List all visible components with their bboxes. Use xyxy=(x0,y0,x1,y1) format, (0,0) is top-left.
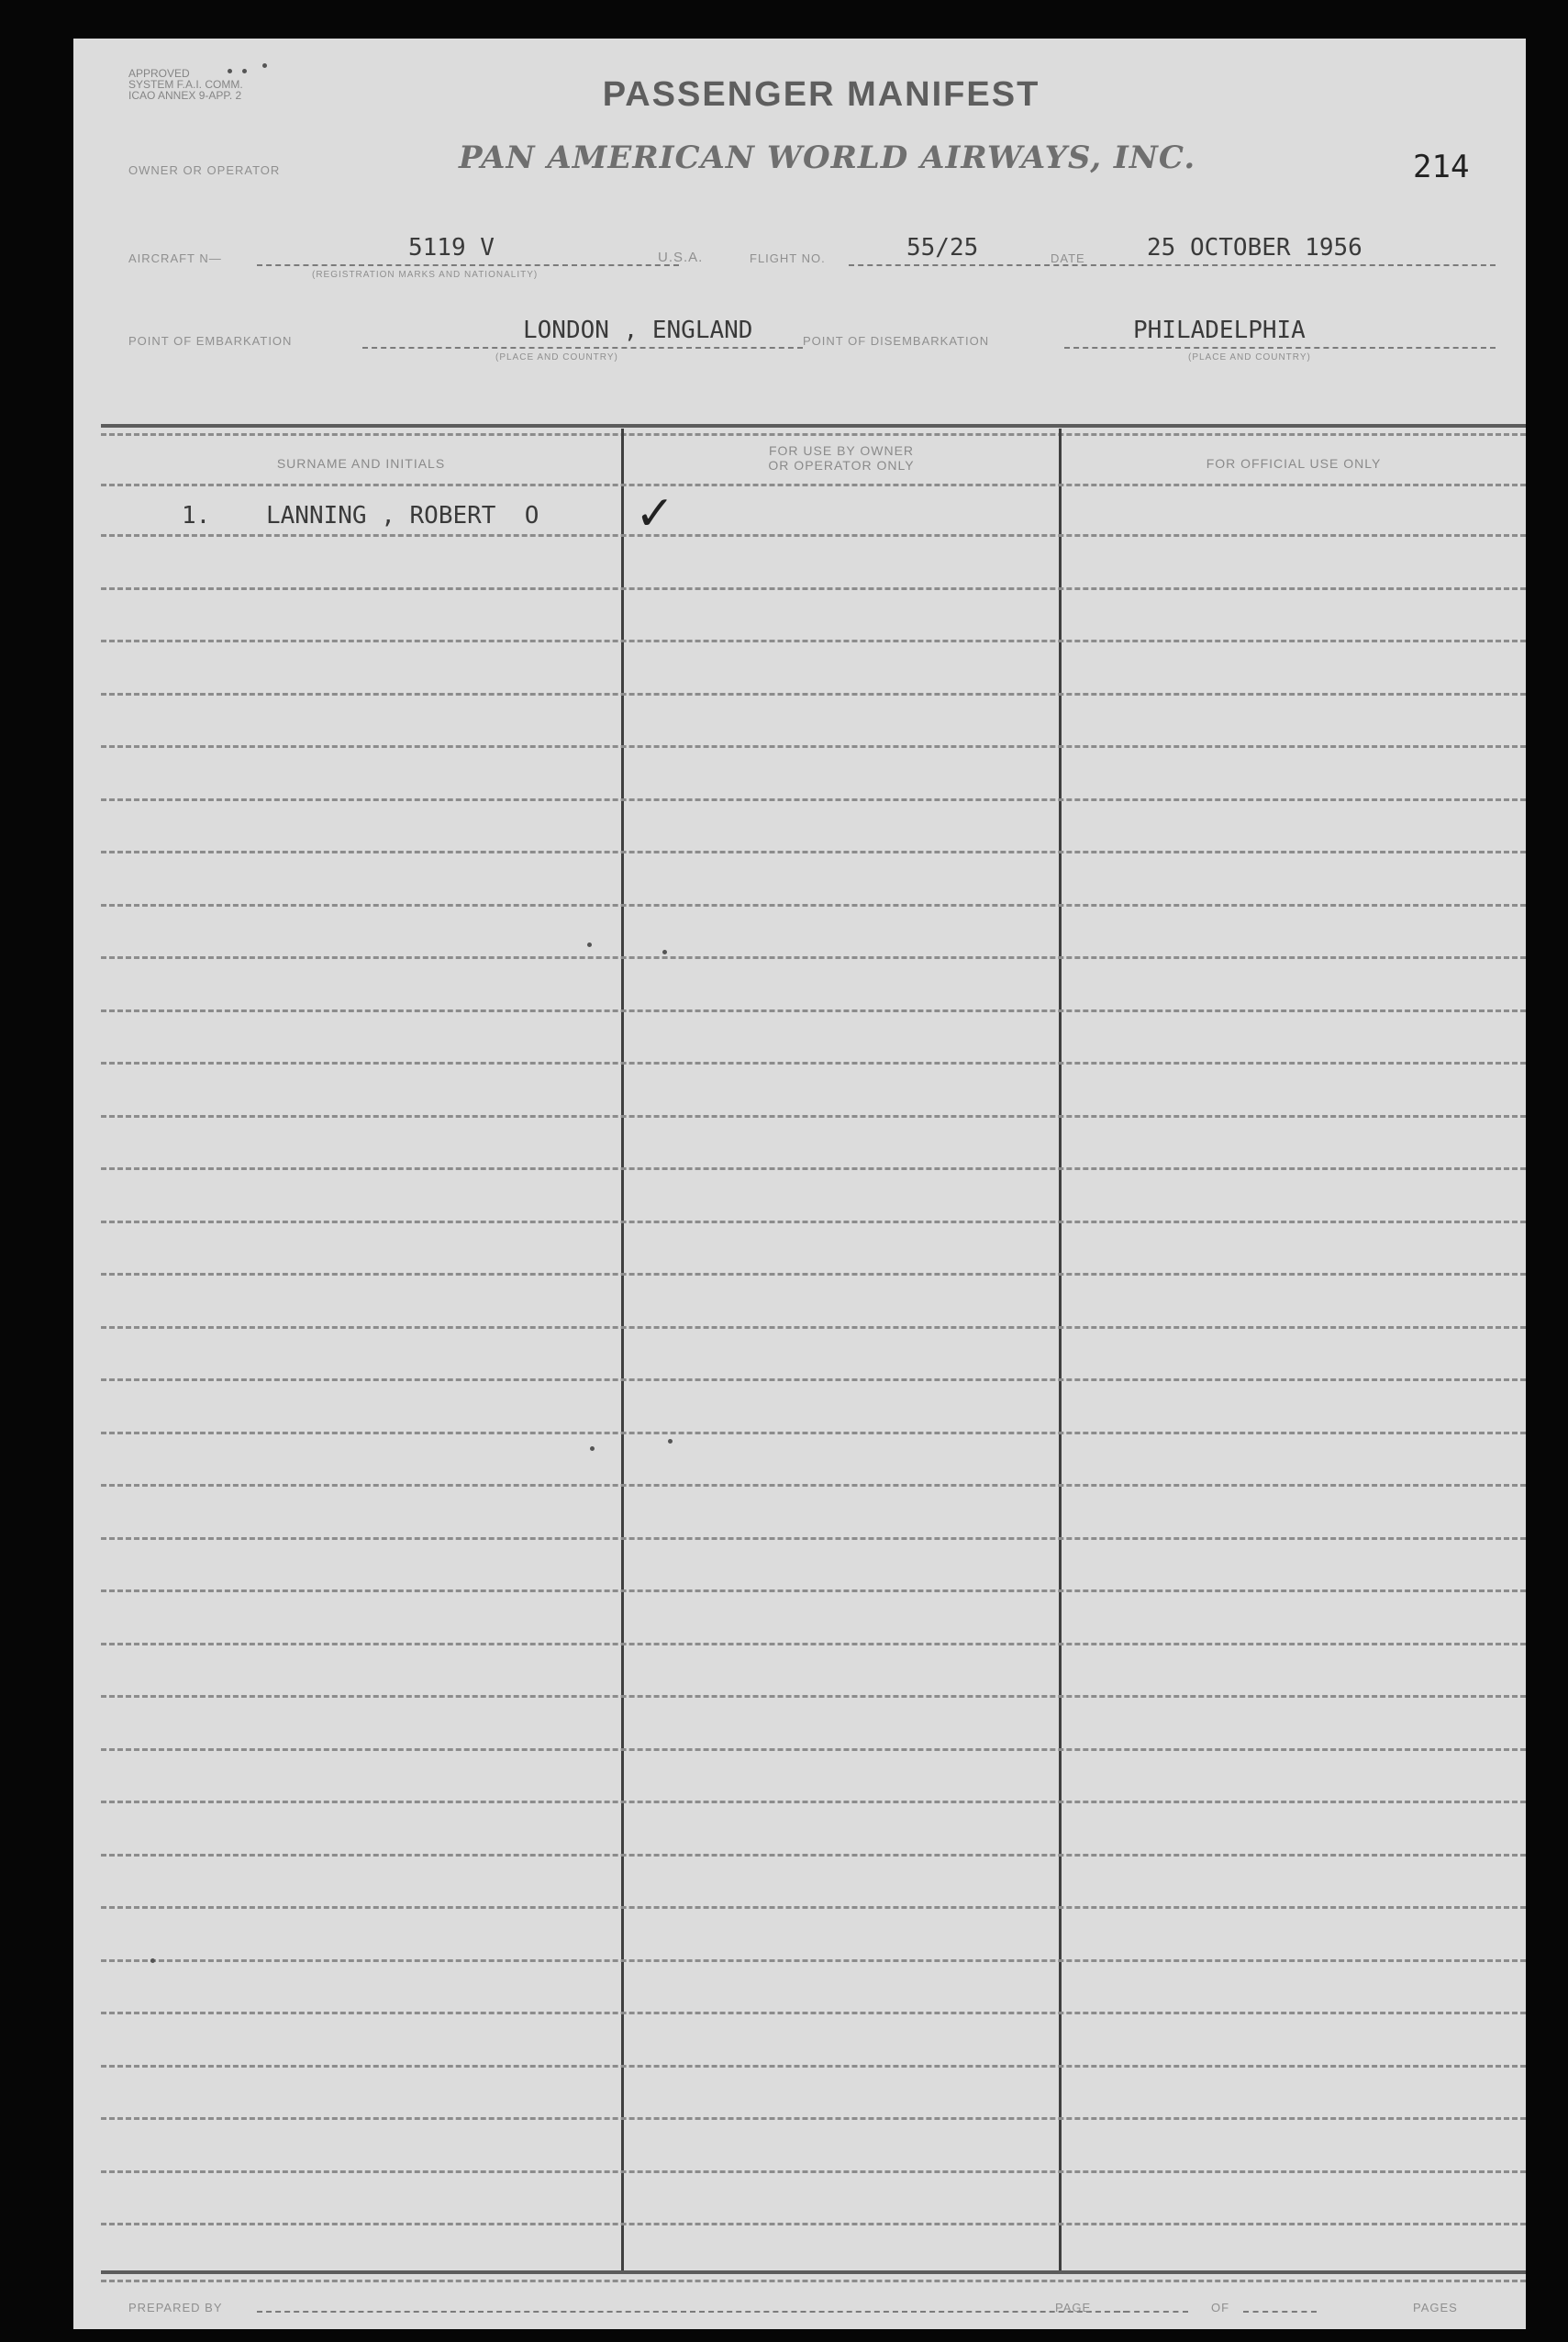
checkmark-icon: ✓ xyxy=(635,486,675,541)
date-label: DATE xyxy=(1051,251,1085,265)
manifest-sheet xyxy=(73,39,1526,2329)
ruled-line xyxy=(101,1695,1526,1698)
pages-label: PAGES xyxy=(1413,2301,1458,2314)
ruled-line xyxy=(101,534,1526,537)
ruled-line xyxy=(101,1273,1526,1276)
surname-column-header: SURNAME AND INITIALS xyxy=(276,456,446,471)
official-column-header: FOR OFFICIAL USE ONLY xyxy=(1206,456,1382,471)
page-label: PAGE xyxy=(1055,2301,1092,2314)
operator-column-header xyxy=(624,443,1059,473)
ruled-line xyxy=(101,1906,1526,1909)
approval-line: ICAO ANNEX 9-APP. 2 xyxy=(128,89,242,102)
page-number: 214 xyxy=(1413,149,1470,185)
ruled-line xyxy=(101,1009,1526,1012)
ruled-line xyxy=(101,1748,1526,1751)
ruled-line xyxy=(101,904,1526,907)
operator-header-line: OR OPERATOR ONLY xyxy=(768,458,915,473)
approval-line: APPROVED xyxy=(128,67,190,80)
flight-value: 55/25 xyxy=(906,234,979,262)
aircraft-label: AIRCRAFT N— xyxy=(128,251,222,265)
flight-label: FLIGHT NO. xyxy=(750,251,826,265)
of-label: OF xyxy=(1211,2301,1230,2314)
ruled-line xyxy=(101,1484,1526,1487)
column-divider xyxy=(1059,429,1062,2273)
passenger-name: LANNING , ROBERT O xyxy=(266,502,539,530)
ruled-line xyxy=(101,1854,1526,1857)
operator-header-line: FOR USE BY OWNER xyxy=(768,443,915,458)
disembarkation-value: PHILADELPHIA xyxy=(1133,317,1306,344)
ruled-line xyxy=(101,693,1526,696)
embarkation-value: LONDON , ENGLAND xyxy=(523,317,753,344)
registration-note: (REGISTRATION MARKS AND NATIONALITY) xyxy=(312,270,539,280)
row-number: 1. xyxy=(182,502,211,530)
form-title: PASSENGER MANIFEST xyxy=(602,75,1040,114)
disembarkation-label: POINT OF DISEMBARKATION xyxy=(803,334,990,348)
date-value: 25 OCTOBER 1956 xyxy=(1147,234,1362,262)
ruled-line xyxy=(101,1378,1526,1381)
ruled-line xyxy=(101,798,1526,801)
ruled-line xyxy=(101,1959,1526,1962)
ruled-line xyxy=(101,587,1526,590)
ruled-line xyxy=(101,640,1526,642)
prepared-by-label: PREPARED BY xyxy=(128,2301,223,2314)
ruled-line xyxy=(101,1062,1526,1065)
ruled-line xyxy=(101,1589,1526,1592)
ruled-line xyxy=(101,2012,1526,2014)
ruled-line xyxy=(101,2117,1526,2120)
column-divider xyxy=(621,429,624,2273)
ruled-line xyxy=(101,1115,1526,1118)
approval-line: SYSTEM F.A.I. COMM. xyxy=(128,78,243,91)
embarkation-label: POINT OF EMBARKATION xyxy=(128,334,293,348)
owner-label: OWNER OR OPERATOR xyxy=(128,163,281,177)
airline-name: PAN AMERICAN WORLD AIRWAYS, INC. xyxy=(459,139,1196,176)
ruled-line xyxy=(101,1432,1526,1434)
ruled-line xyxy=(101,2065,1526,2068)
approval-block xyxy=(128,68,243,101)
ruled-line xyxy=(101,1643,1526,1645)
aircraft-value: 5119 V xyxy=(408,234,495,262)
ruled-line xyxy=(101,1537,1526,1540)
ruled-line xyxy=(101,956,1526,959)
ruled-line xyxy=(101,1326,1526,1329)
ruled-line xyxy=(101,1221,1526,1223)
ruled-line xyxy=(101,851,1526,853)
country-label: U.S.A. xyxy=(658,250,704,265)
ruled-line xyxy=(101,745,1526,748)
ruled-line xyxy=(101,1801,1526,1803)
embarkation-note: (PLACE AND COUNTRY) xyxy=(495,352,618,362)
ruled-line xyxy=(101,2170,1526,2173)
ruled-line xyxy=(101,1167,1526,1170)
ruled-line xyxy=(101,2223,1526,2225)
disembarkation-note: (PLACE AND COUNTRY) xyxy=(1188,352,1311,362)
